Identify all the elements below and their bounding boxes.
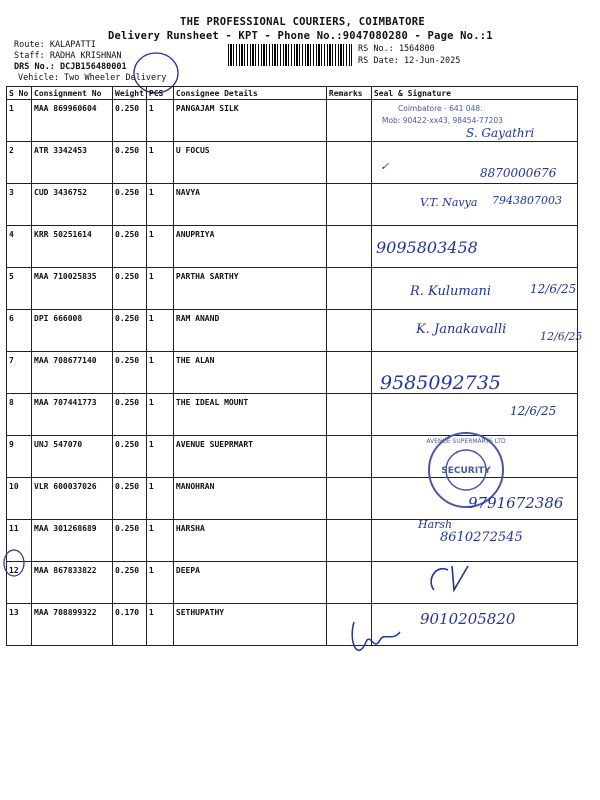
table-row: [7, 562, 578, 604]
row-weight: 0.250: [113, 520, 147, 562]
row-weight: 0.250: [113, 352, 147, 394]
row-consignee: HARSHA: [173, 520, 326, 562]
signature-row11: Harsh: [418, 518, 453, 531]
row-consignee: THE IDEAL MOUNT: [173, 394, 326, 436]
row-consignee: ANUPRIYA: [173, 226, 326, 268]
row-sno: 11: [7, 520, 32, 562]
col-consignee: Consignee Details: [173, 87, 326, 100]
phone-row4: 9095803458: [376, 238, 478, 257]
row-sno: 1: [7, 100, 32, 142]
row-sno: 10: [7, 478, 32, 520]
row-sno: 8: [7, 394, 32, 436]
phone-row13: 9010205820: [420, 610, 516, 628]
signature-row13-icon: [344, 612, 414, 668]
row-consignment-no: ATR 3342453: [32, 142, 113, 184]
rs-number: RS No.: 1564800: [358, 44, 435, 54]
col-consignment: Consignment No: [32, 87, 113, 100]
row-sno: 7: [7, 352, 32, 394]
row-consignment-no: MAA 869960604: [32, 100, 113, 142]
row-pcs: 1: [146, 562, 173, 604]
row-consignment-no: MAA 710025835: [32, 268, 113, 310]
row-consignment-no: KRR 50251614: [32, 226, 113, 268]
row-sno: 6: [7, 310, 32, 352]
vehicle-label: Vehicle: Two Wheeler Delivery: [18, 73, 167, 83]
row-sno: 13: [7, 604, 32, 646]
row-pcs: 1: [146, 352, 173, 394]
drs-label: DRS No.: DCJB156480001: [14, 62, 127, 72]
row-pcs: 1: [146, 100, 173, 142]
row-pcs: 1: [146, 226, 173, 268]
date-row6: 12/6/25: [540, 330, 583, 343]
seal-center-text: SECURITY: [441, 466, 491, 476]
row-weight: 0.250: [113, 226, 147, 268]
row-sno: 5: [7, 268, 32, 310]
col-seal-signature: Seal & Signature: [371, 87, 577, 100]
row-remarks: [326, 142, 371, 184]
row-remarks: [326, 394, 371, 436]
row-sno: 9: [7, 436, 32, 478]
rs-date: RS Date: 12-Jun-2025: [358, 56, 461, 66]
row-sno: 2: [7, 142, 32, 184]
row-consignment-no: MAA 708677140: [32, 352, 113, 394]
phone-row2: 8870000676: [480, 166, 557, 180]
row-sno: 4: [7, 226, 32, 268]
row-remarks: [326, 562, 371, 604]
runsheet-title: Delivery Runsheet - KPT - Phone No.:9047080280 - Page No.:1: [108, 30, 493, 42]
row-weight: 0.250: [113, 478, 147, 520]
row-weight: 0.250: [113, 100, 147, 142]
phone-row10: 9791672386: [468, 494, 564, 512]
row-consignment-no: DPI 666008: [32, 310, 113, 352]
seal-ring-text: AVENUE SUPERMARTS LTD: [426, 438, 506, 445]
row-seal-signature: [371, 562, 577, 604]
phone-row7: 9585092735: [380, 372, 501, 394]
row-remarks: [326, 520, 371, 562]
scribble-row12-icon: [424, 560, 474, 596]
row-weight: 0.250: [113, 184, 147, 226]
staff-label: Staff: RADHA KRISHNAN: [14, 51, 122, 61]
row-pcs: 1: [146, 184, 173, 226]
col-remarks: Remarks: [326, 87, 371, 100]
table-row: [7, 226, 578, 268]
row-pcs: 1: [146, 436, 173, 478]
row-remarks: [326, 310, 371, 352]
row-consignment-no: MAA 708899322: [32, 604, 113, 646]
row-remarks: [326, 352, 371, 394]
row-sno: 12: [7, 562, 32, 604]
row-pcs: 1: [146, 604, 173, 646]
signature-row3: V.T. Navya: [420, 196, 478, 209]
row-remarks: [326, 100, 371, 142]
row-pcs: 1: [146, 394, 173, 436]
row-pcs: 1: [146, 142, 173, 184]
col-sno: S No: [7, 87, 32, 100]
stamp-line2: Mob: 90422-xx43, 98454-77203: [382, 116, 503, 125]
tick-row2: ✓: [380, 160, 390, 173]
signature-row5: R. Kulumani: [410, 284, 491, 299]
row-consignment-no: UNJ 547070: [32, 436, 113, 478]
row-pcs: 1: [146, 268, 173, 310]
row-sno: 3: [7, 184, 32, 226]
date-row5: 12/6/25: [530, 282, 577, 296]
pen-circle-sno12-icon: [2, 548, 26, 578]
row-weight: 0.250: [113, 562, 147, 604]
row-consignee: DEEPA: [173, 562, 326, 604]
route-label: Route: KALAPATTI: [14, 40, 96, 50]
row-remarks: [326, 268, 371, 310]
row-consignment-no: MAA 867833822: [32, 562, 113, 604]
row-consignee: AVENUE SUEPRMART: [173, 436, 326, 478]
col-pcs: PCS: [146, 87, 173, 100]
phone-row11: 8610272545: [440, 530, 523, 545]
table-header-row: [7, 87, 578, 100]
row-remarks: [326, 478, 371, 520]
signature-row1: S. Gayathri: [466, 126, 535, 140]
row-consignment-no: MAA 707441773: [32, 394, 113, 436]
row-weight: 0.250: [113, 310, 147, 352]
row-pcs: 1: [146, 478, 173, 520]
barcode-icon: [228, 44, 352, 66]
signature-row6: K. Janakavalli: [416, 322, 507, 337]
row-weight: 0.250: [113, 268, 147, 310]
row-pcs: 1: [146, 520, 173, 562]
row-weight: 0.250: [113, 436, 147, 478]
stamp-line1: Coimbatore - 641 048.: [398, 104, 483, 113]
row-remarks: [326, 226, 371, 268]
row-weight: 0.250: [113, 394, 147, 436]
row-remarks: [326, 184, 371, 226]
table-row: [7, 268, 578, 310]
col-weight: Weight: [113, 87, 147, 100]
row-consignee: SETHUPATHY: [173, 604, 326, 646]
row-consignment-no: VLR 600037026: [32, 478, 113, 520]
row-consignee: U FOCUS: [173, 142, 326, 184]
row-consignee: NAVYA: [173, 184, 326, 226]
row-pcs: 1: [146, 310, 173, 352]
row-consignee: MANOHRAN: [173, 478, 326, 520]
phone-row3: 7943807003: [492, 194, 562, 207]
date-row8: 12/6/25: [510, 404, 557, 418]
row-consignment-no: MAA 301268689: [32, 520, 113, 562]
row-consignee: THE ALAN: [173, 352, 326, 394]
row-weight: 0.170: [113, 604, 147, 646]
row-consignment-no: CUD 3436752: [32, 184, 113, 226]
row-remarks: [326, 436, 371, 478]
row-consignee: PANGAJAM SILK: [173, 100, 326, 142]
row-weight: 0.250: [113, 142, 147, 184]
company-title: THE PROFESSIONAL COURIERS, COIMBATORE: [180, 16, 425, 28]
row-consignee: RAM ANAND: [173, 310, 326, 352]
row-consignee: PARTHA SARTHY: [173, 268, 326, 310]
